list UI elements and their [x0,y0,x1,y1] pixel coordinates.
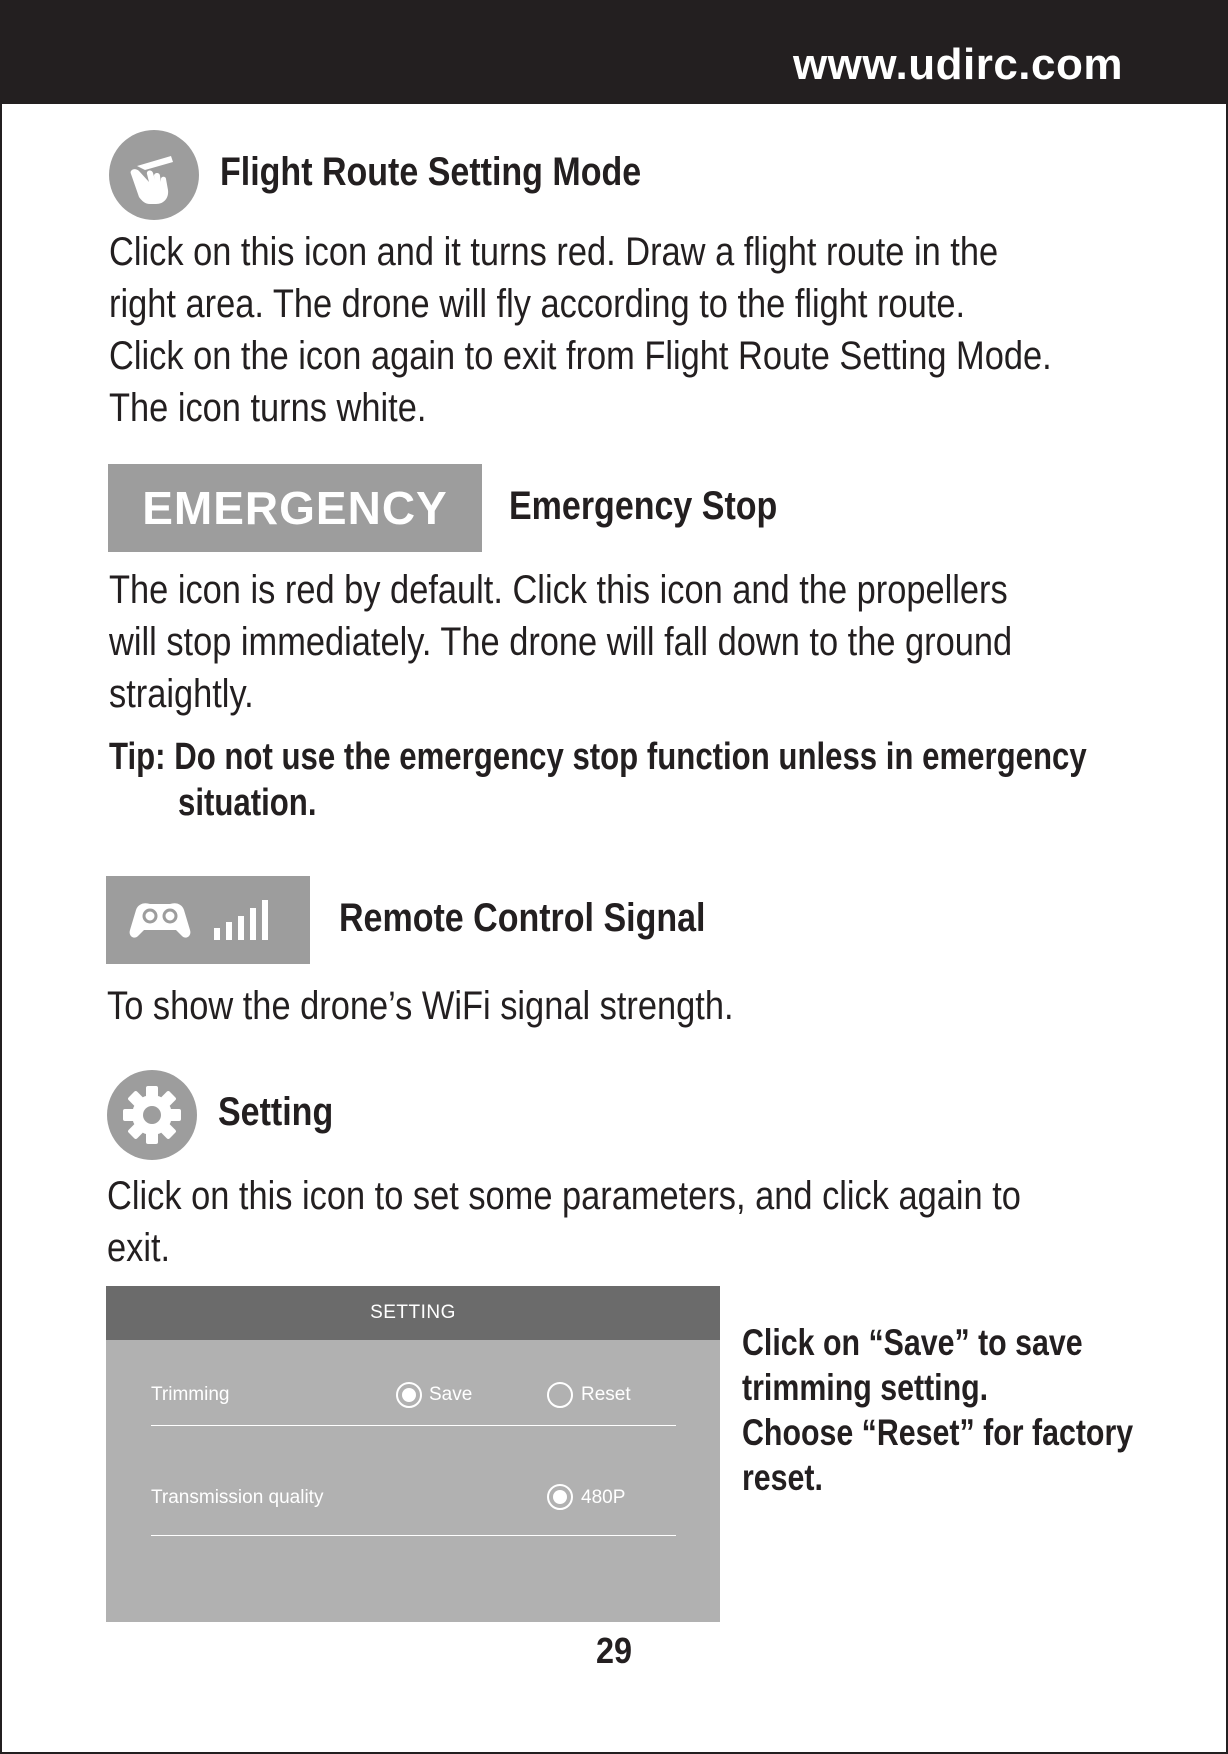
480p-option-label: 480P [581,1487,626,1508]
setting-line-2: exit. [107,1226,171,1270]
reset-radio[interactable] [547,1382,573,1408]
reset-option-label: Reset [581,1384,631,1405]
remote-signal-text: To show the drone’s WiFi signal strength. [107,984,734,1028]
settings-panel-header: SETTING [106,1286,720,1340]
remote-signal-title: Remote Control Signal [339,896,706,940]
side-note-line-2: trimming setting. [742,1367,989,1408]
divider [151,1425,676,1426]
setting-title: Setting [218,1090,334,1134]
tip-line-2: situation. [178,782,317,824]
trimming-label: Trimming [151,1384,230,1405]
emergency-button: EMERGENCY [108,464,482,552]
flight-route-line-4: The icon turns white. [109,386,427,430]
side-note-line-4: reset. [742,1457,823,1498]
flight-route-line-2: right area. The drone will fly according to the flight route. [109,282,966,326]
emergency-title: Emergency Stop [509,484,778,528]
side-note-line-1: Click on “Save” to save [742,1322,1083,1363]
hand-pointer-icon [109,130,199,220]
top-bar [2,0,1228,104]
gamepad-signal-icon [106,876,310,964]
flight-route-title: Flight Route Setting Mode [220,150,642,194]
side-note [742,1320,1133,1500]
save-radio[interactable] [396,1382,422,1408]
save-option-label: Save [429,1384,473,1405]
settings-panel [106,1286,720,1622]
transmission-quality-label: Transmission quality [151,1487,324,1508]
website-url: www.udirc.com [792,40,1123,89]
emergency-line-3: straightly. [109,672,254,716]
emergency-line-2: will stop immediately. The drone will fall down to the ground [109,620,1013,664]
setting-line-1: Click on this icon to set some parameters, and click again to [107,1174,1021,1218]
tip-line-1: Tip: Do not use the emergency stop function unless in emergency [109,736,1087,778]
flight-route-line-1: Click on this icon and it turns red. Draw a flight route in the [109,230,999,274]
side-note-line-3: Choose “Reset” for factory [742,1412,1134,1453]
divider [151,1535,676,1536]
page-number: 29 [596,1630,633,1671]
emergency-line-1: The icon is red by default. Click this icon and the propellers [109,568,1008,612]
flight-route-line-3: Click on the icon again to exit from Flight Route Setting Mode. [109,334,1052,378]
480p-radio[interactable] [547,1484,573,1510]
gear-icon [107,1070,197,1160]
